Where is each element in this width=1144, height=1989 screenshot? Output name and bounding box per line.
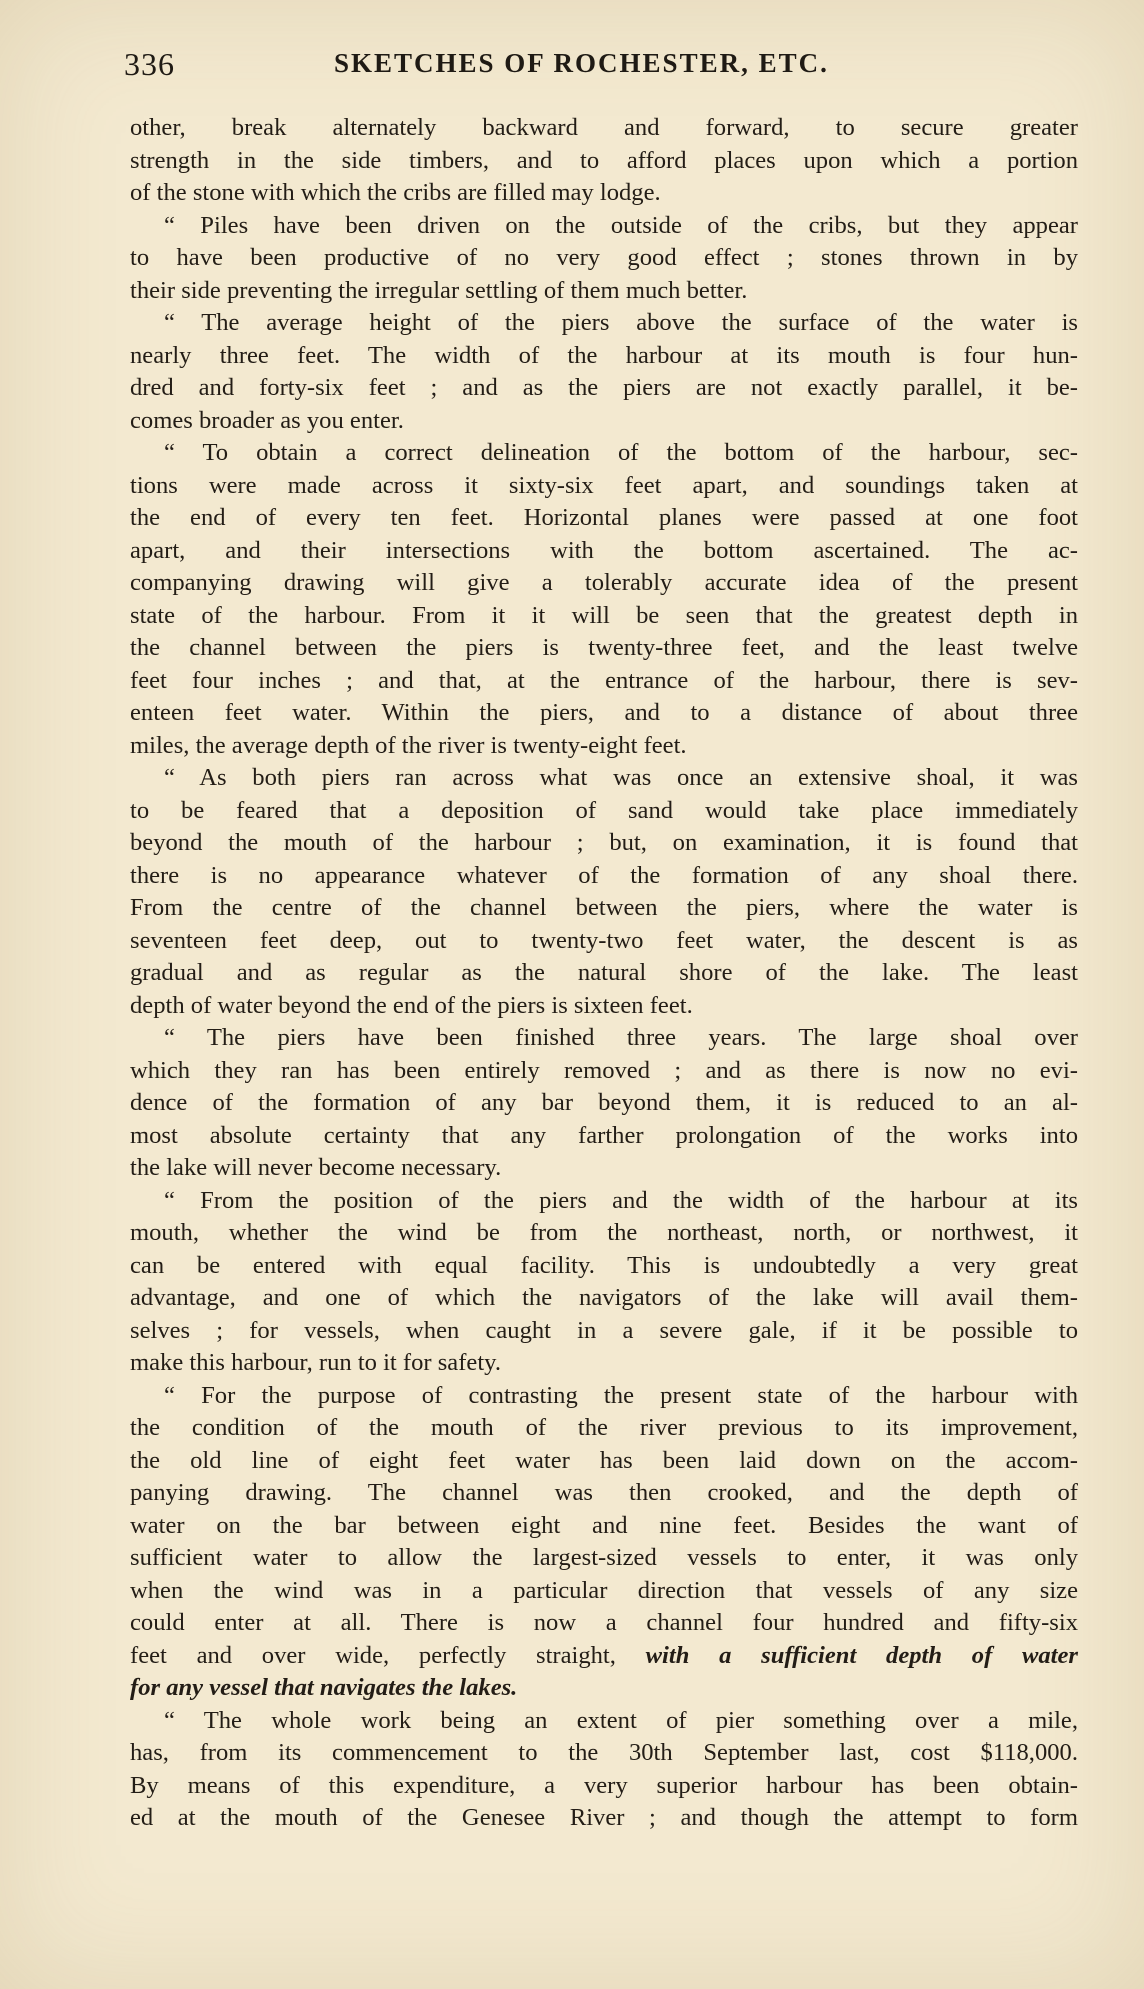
text-line: has, from its commencement to the 30th September last, cost $118,000.: [130, 1739, 1078, 1766]
text-line: of the stone with which the cribs are filled may lodge.: [130, 179, 661, 206]
text-line: when the wind was in a particular direction that vessels of any size: [130, 1576, 1078, 1604]
text-line: companying drawing will give a tolerably accurate idea of the present: [130, 569, 1078, 596]
text-line: the condition of the mouth of the river previous to its improvement,: [130, 1414, 1078, 1441]
text-line: “ From the position of the piers and the width of the harbour at its: [164, 1186, 1078, 1214]
text-line: By means of this expenditure, a very superior harbour has been obtain-: [130, 1771, 1078, 1799]
text-line: dence of the formation of any bar beyond them, it is reduced to an al-: [130, 1089, 1078, 1116]
text-line: depth of water beyond the end of the piers is sixteen feet.: [130, 991, 693, 1019]
text-line: dred and forty-six feet ; and as the piers are not exactly parallel, it be-: [130, 374, 1078, 401]
text-line: “ For the purpose of contrasting the present state of the harbour with: [164, 1381, 1078, 1409]
text-line: nearly three feet. The width of the harbour at its mouth is four hun-: [130, 341, 1078, 369]
text-line: apart, and their intersections with the bottom ascertained. The ac-: [130, 536, 1078, 564]
text-line: most absolute certainty that any farther prolongation of the works into: [130, 1121, 1078, 1149]
text-line: to be feared that a deposition of sand would take place immediately: [130, 796, 1078, 824]
text-line: their side preventing the irregular settling of them much better.: [130, 276, 748, 304]
text-line: “ Piles have been driven on the outside of the cribs, but they appear: [164, 211, 1078, 239]
text-line: “ The average height of the piers above the surface of the water is: [164, 309, 1078, 336]
page-header: [124, 46, 1084, 94]
page-number: 336: [124, 46, 175, 82]
text-line: can be entered with equal facility. This is undoubtedly a very great: [130, 1251, 1078, 1279]
text-line: strength in the side timbers, and to afford places upon which a portion: [130, 146, 1078, 174]
text-line: water on the bar between eight and nine feet. Besides the want of: [130, 1511, 1078, 1539]
text-line: seventeen feet deep, out to twenty-two feet water, the descent is as: [130, 926, 1078, 954]
text-line: feet and over wide, perfectly straight, with a sufficient depth of water: [130, 1641, 1078, 1669]
text-line: make this harbour, run to it for safety.: [130, 1349, 502, 1376]
running-title: SKETCHES OF ROCHESTER, ETC.: [334, 48, 829, 78]
text-line: which they ran has been entirely removed ; and as there is now no evi-: [130, 1056, 1078, 1084]
text-line: for any vessel that navigates the lakes.: [130, 1674, 518, 1701]
text-line: ed at the mouth of the Genesee River ; and though the attempt to form: [130, 1804, 1078, 1831]
text-line: the lake will never become necessary.: [130, 1154, 502, 1181]
text-line: beyond the mouth of the harbour ; but, on examination, it is found that: [130, 829, 1078, 856]
text-line: “ The whole work being an extent of pier something over a mile,: [164, 1706, 1078, 1734]
text-line: advantage, and one of which the navigators of the lake will avail them-: [130, 1284, 1078, 1311]
text-line: selves ; for vessels, when caught in a severe gale, if it be possible to: [130, 1316, 1078, 1344]
text-line: the old line of eight feet water has been laid down on the accom-: [130, 1446, 1078, 1474]
text-line: “ The piers have been finished three years. The large shoal over: [164, 1024, 1078, 1051]
text-line: enteen feet water. Within the piers, and to a distance of about three: [130, 699, 1078, 726]
text-line: state of the harbour. From it it will be seen that the greatest depth in: [130, 601, 1078, 629]
text-line: gradual and as regular as the natural shore of the lake. The least: [130, 959, 1078, 986]
text-line: sufficient water to allow the largest-sized vessels to enter, it was only: [130, 1544, 1078, 1571]
text-line: there is no appearance whatever of the formation of any shoal there.: [130, 861, 1078, 889]
text-line: “ As both piers ran across what was once an extensive shoal, it was: [164, 764, 1078, 791]
text-line: the end of every ten feet. Horizontal planes were passed at one foot: [130, 504, 1078, 531]
body-text: [130, 112, 1078, 1835]
text-line: the channel between the piers is twenty-three feet, and the least twelve: [130, 634, 1078, 661]
text-line: tions were made across it sixty-six feet apart, and soundings taken at: [130, 471, 1078, 499]
text-line: “ To obtain a correct delineation of the bottom of the harbour, sec-: [164, 439, 1078, 466]
text-line: From the centre of the channel between the piers, where the water is: [130, 894, 1078, 921]
text-line: feet four inches ; and that, at the entrance of the harbour, there is sev-: [130, 666, 1078, 694]
text-line: miles, the average depth of the river is twenty-eight feet.: [130, 731, 687, 759]
text-line: mouth, whether the wind be from the northeast, north, or northwest, it: [130, 1219, 1078, 1246]
text-line: panying drawing. The channel was then crooked, and the depth of: [130, 1479, 1078, 1506]
text-line: comes broader as you enter.: [130, 406, 404, 434]
text-line: to have been productive of no very good effect ; stones thrown in by: [130, 244, 1078, 271]
text-line: other, break alternately backward and forward, to secure greater: [130, 114, 1078, 141]
text-line: could enter at all. There is now a channel four hundred and fifty-six: [130, 1609, 1078, 1636]
